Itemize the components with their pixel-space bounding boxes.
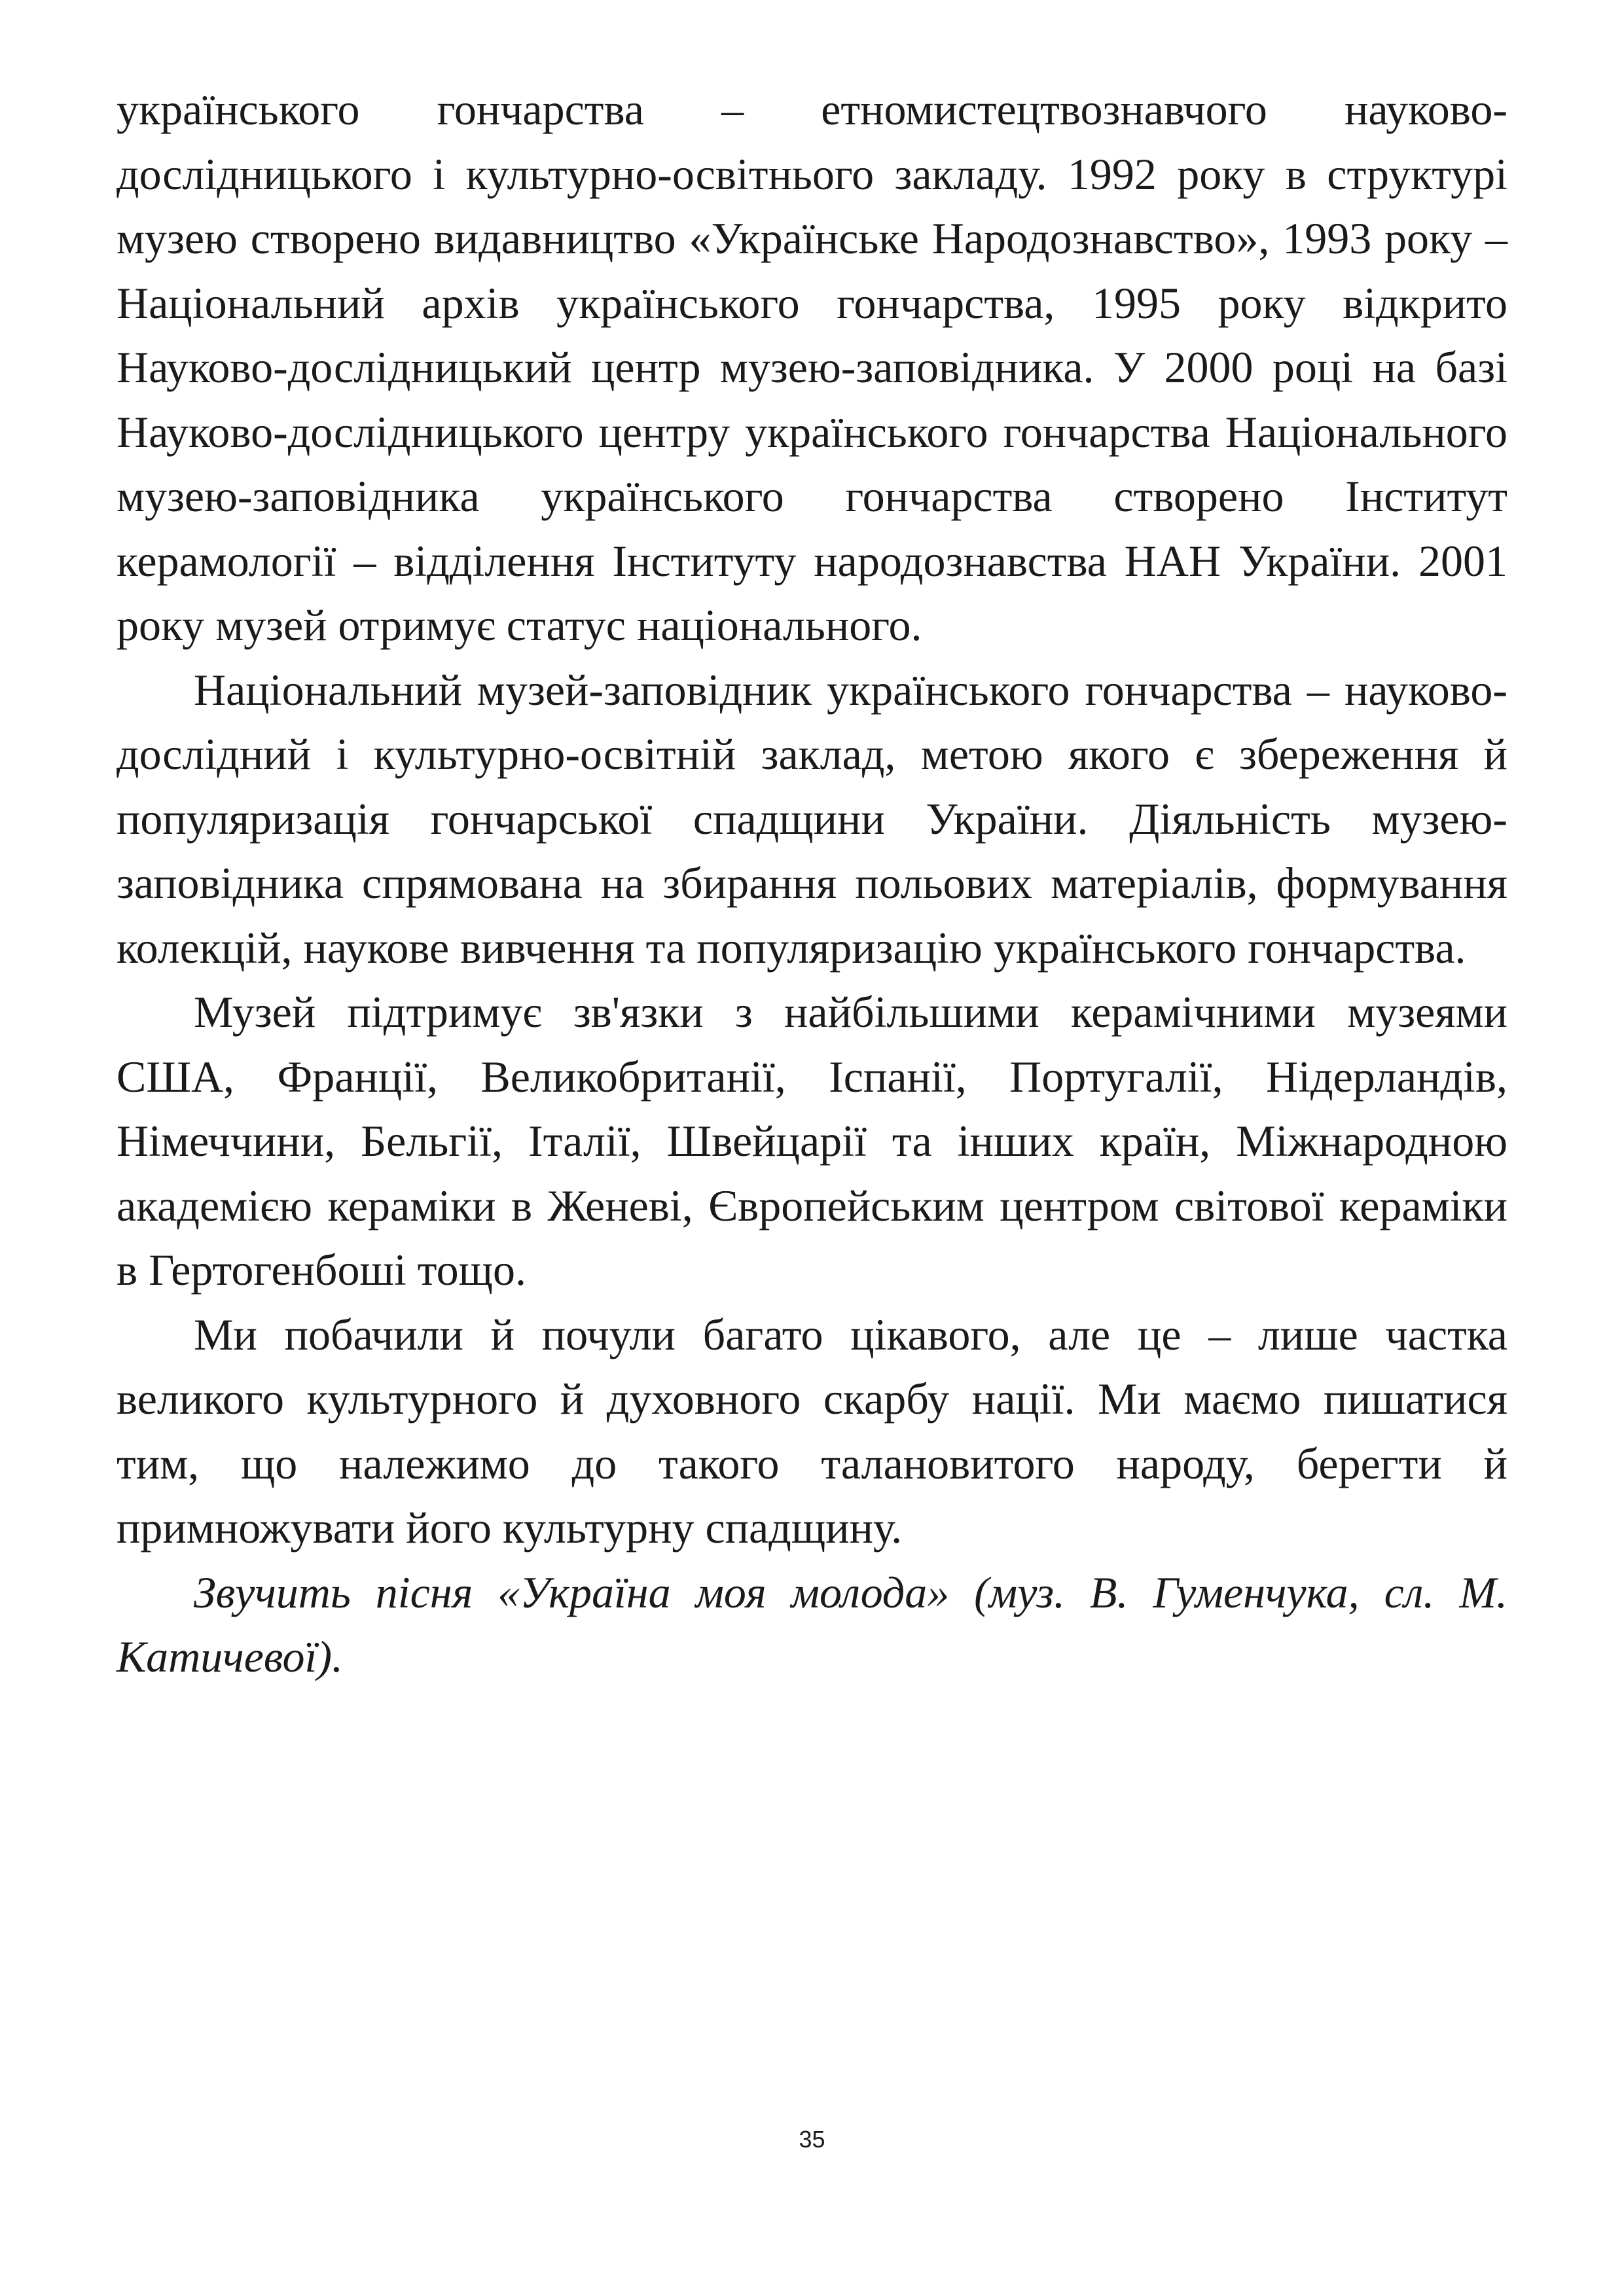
paragraph-museum-description: Національний музей-заповідник українського гончарства – науково-дослідний і культурно-освітній заклад, метою якого є збереження й популяризація гончарської спадщини України. Діяльність музею-заповідника спрямована на збирання польових матеріалів, формування колекцій, наукове вивчення та популяризацію українського гончарства.	[117, 664, 1507, 973]
paragraph-conclusion: Ми побачили й почули багато цікавого, але це – лише частка великого культурного й духовного скарбу нації. Ми маємо пишатися тим, що належимо до такого талановитого народу, берегти й примножувати його культурну спадщину.	[117, 1309, 1507, 1552]
paragraph-continuation: українського гончарства – етномистецтвознавчого науково-дослідницького і культурно-освітнього закладу. 1992 року в структурі музею створено видавництво «Українське Народознавство», 1993 року – Національний архів українського гончарства, 1995 року відкрито Науково-дослідницький центр музею-заповідника. У 2000 році на базі Науково-дослідницького центру українського гончарства Національного музею-заповідника українського гончарства створено Інститут керамології – відділення Інституту народознавства НАН України. 2001 року музей отримує статус національного.	[117, 84, 1507, 650]
stage-direction-song: Звучить пісня «Україна моя молода» (муз. В. Гуменчука, сл. М. Катичевої).	[117, 1567, 1507, 1681]
page-number: 35	[799, 2126, 825, 2153]
body-text	[117, 77, 1507, 1689]
paragraph-international-links: Музей підтримує зв'язки з найбільшими керамічними музеями США, Франції, Великобританії, Іспанії, Португалії, Нідерландів, Німеччини, Бельгії, Італії, Швейцарії та інших країн, Міжнародною академією кераміки в Женеві, Європейським центром світової кераміки в Гертогенбоші тощо.	[117, 987, 1507, 1295]
